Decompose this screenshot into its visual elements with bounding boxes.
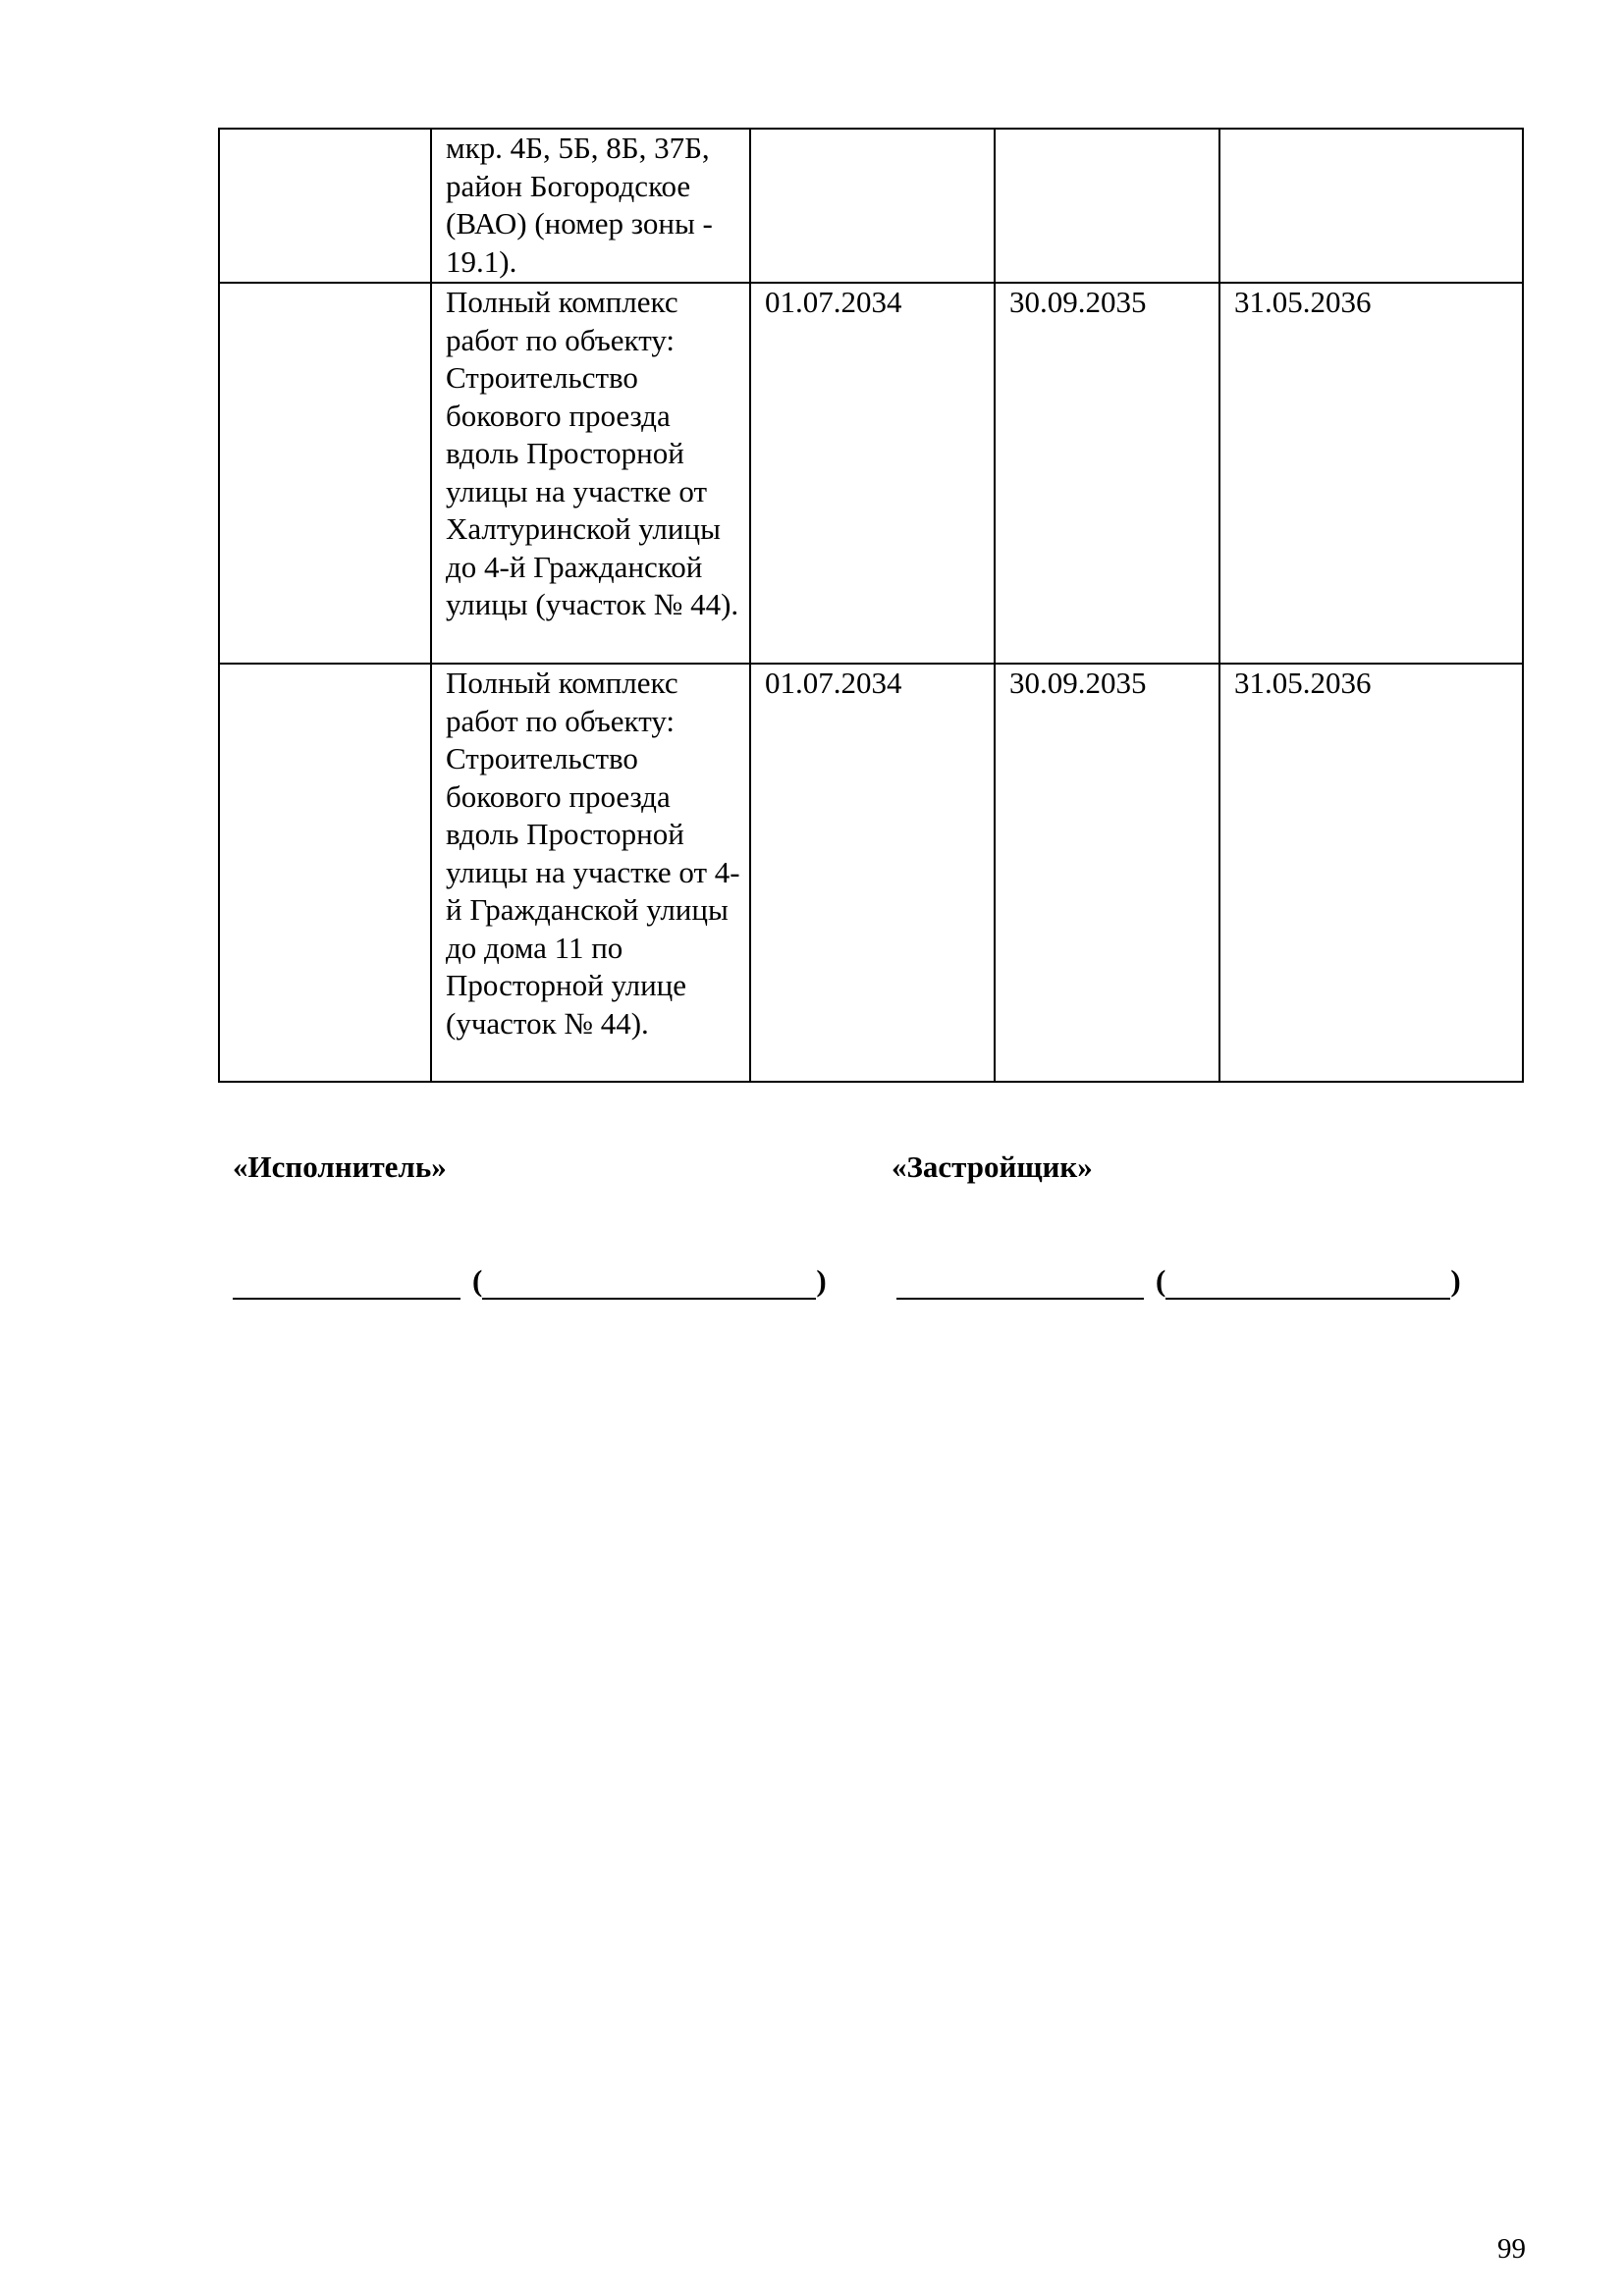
close-paren: )	[1450, 1263, 1461, 1298]
signature-blank	[233, 1268, 460, 1300]
schedule-table	[218, 128, 1524, 1083]
table-cell-start-date	[750, 129, 995, 283]
open-paren: (	[472, 1263, 483, 1298]
developer-label: «Застройщик»	[892, 1149, 1093, 1184]
table-cell-blank	[219, 664, 431, 1082]
table-cell-completion-date: 30.09.2035	[995, 664, 1219, 1082]
table-cell-blank	[219, 283, 431, 664]
table-cell-completion-date: 30.09.2035	[995, 283, 1219, 664]
table-row	[219, 129, 1523, 283]
name-blank	[1165, 1268, 1450, 1300]
table-cell-blank	[219, 129, 431, 283]
table-cell-start-date: 01.07.2034	[750, 283, 995, 664]
table-cell-start-date: 01.07.2034	[750, 664, 995, 1082]
signature-blank	[896, 1268, 1144, 1300]
open-paren: (	[1156, 1263, 1166, 1298]
close-paren: )	[816, 1263, 827, 1298]
executor-signature-line	[233, 1262, 827, 1300]
table-cell-final-date	[1219, 129, 1523, 283]
table-cell-final-date: 31.05.2036	[1219, 664, 1523, 1082]
executor-label: «Исполнитель»	[233, 1149, 447, 1184]
table-row	[219, 664, 1523, 1082]
table-cell-final-date: 31.05.2036	[1219, 283, 1523, 664]
page-number: 99	[1497, 2233, 1526, 2265]
table-cell-work-description: Полный комплекс работ по объекту: Строительство бокового проезда вдоль Просторной улицы на участке от 4-й Гражданской улицы до дома 11 по Просторной улице (участок № 44).	[431, 664, 750, 1082]
table-cell-completion-date	[995, 129, 1219, 283]
table-cell-work-description: мкр. 4Б, 5Б, 8Б, 37Б, район Богородское (ВАО) (номер зоны - 19.1).	[431, 129, 750, 283]
table-cell-work-description: Полный комплекс работ по объекту: Строительство бокового проезда вдоль Просторной улицы на участке от Халтуринской улицы до 4-й Гражданской улицы (участок № 44).	[431, 283, 750, 664]
name-blank	[482, 1268, 816, 1300]
developer-signature-line	[896, 1262, 1461, 1300]
table-row	[219, 283, 1523, 664]
